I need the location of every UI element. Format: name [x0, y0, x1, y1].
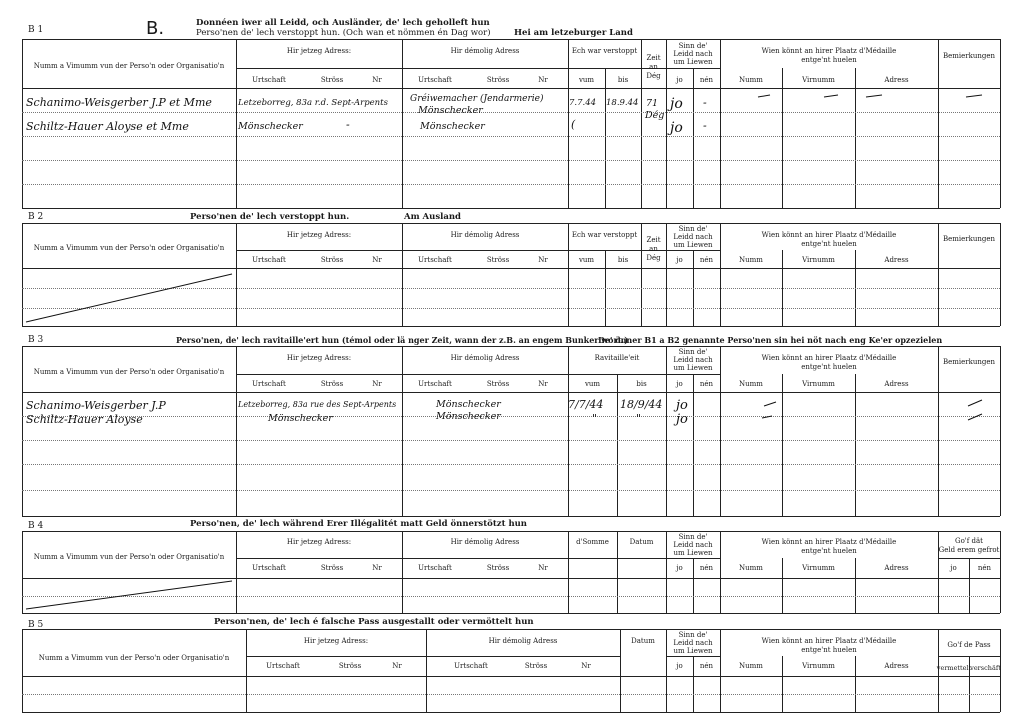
b3-code: B 3	[28, 335, 44, 345]
b4-former-nr-header: Nr	[538, 564, 548, 572]
b5-sinn-header-2: Leidd nach	[673, 639, 713, 647]
b5-medal-name-header: Numm	[739, 662, 763, 670]
b1-row1-former: Gréiwemacher (Jendarmerie)	[410, 94, 544, 104]
b2-time-header-2: an	[649, 245, 658, 253]
b5-name-header: Numm a Vimumm vun der Perso'n oder Organisatio'n	[38, 654, 230, 662]
b2-former-address-header: Hir démolig Adress	[450, 231, 520, 239]
b3-sinn-header-3: um Liewen	[673, 364, 713, 372]
b2-name-header: Numm a Vimumm vun der Perso'n oder Organisatio'n	[33, 244, 225, 252]
b4-date-header: Datum	[629, 538, 654, 546]
b2-jo-header: jo	[676, 256, 683, 264]
b1-row2-no: -	[703, 119, 707, 132]
b2-former-nr-header: Nr	[538, 256, 548, 264]
b4-money-jo-header: jo	[950, 564, 957, 572]
b5-date-header: Datum	[631, 637, 655, 645]
b5-code: B 5	[28, 620, 44, 630]
b1-medal-first-header: Virnumm	[802, 76, 835, 84]
b3-dash-marks	[720, 392, 1000, 432]
b3-former-town-header: Urtschaft	[418, 380, 452, 388]
b5-former-nr-header: Nr	[581, 662, 591, 670]
b2-title: Perso'nen de' lech verstoppt hun.	[190, 212, 350, 222]
b2-former-town-header: Urtschaft	[418, 256, 452, 264]
b1-former-nr-header: Nr	[538, 76, 548, 84]
b4-money-nen-header: nén	[977, 564, 992, 572]
b1-sinn-header-1: Sinn de'	[678, 42, 708, 50]
b2-medal-header-1: Wien könnt an hirer Plaatz d'Médaille	[761, 231, 897, 239]
b2-former-street-header: Ströss	[486, 256, 510, 264]
b1-former-town-header: Urtschaft	[418, 76, 452, 84]
b4-sinn-header-2: Leidd nach	[673, 541, 713, 549]
b3-row2-from: "	[592, 412, 598, 425]
b3-town-header: Urtschaft	[252, 380, 286, 388]
b2-nen-header: nén	[699, 256, 714, 264]
b4-sinn-header-3: um Liewen	[673, 549, 713, 557]
b1-code: B 1	[28, 25, 44, 35]
b2-medal-name-header: Numm	[739, 256, 763, 264]
b5-current-address-header: Hir jetzeg Adress:	[303, 637, 369, 645]
b3-former-address-header: Hir démolig Adress	[450, 354, 520, 362]
b1-row2-from: (	[571, 118, 576, 131]
b3-row2-to: "	[636, 412, 642, 425]
b2-current-address-header: Hir jetzeg Adress:	[286, 231, 352, 239]
b3-title: Perso'nen, de' lech ravitaille'ert hun (témol oder lä nger Zeit, wann der z.B. an engem Bunker wort.)	[176, 335, 628, 345]
b1-row1-former2: Mönschecker	[418, 105, 483, 116]
b1-row2-former: Mönschecker	[420, 121, 485, 132]
b5-former-street-header: Ströss	[524, 662, 548, 670]
b1-former-street-header: Ströss	[486, 76, 510, 84]
b2-sinn-header-1: Sinn de'	[678, 225, 708, 233]
b3-from-header: vum	[584, 380, 601, 388]
b1-medal-header-1: Wien könnt an hirer Plaatz d'Médaille	[761, 47, 897, 55]
b3-ravit-header: Ravitaille'eit	[594, 354, 640, 362]
b3-title-right: De' önner B1 a B2 genannte Perso'nen sin hei nöt nach eng Ke'er opzezielen	[598, 335, 943, 345]
b2-medal-addr-header: Adress	[884, 256, 909, 264]
b4-current-address-header: Hir jetzeg Adress:	[286, 538, 352, 546]
b5-street-header: Ströss	[338, 662, 362, 670]
b1-from-header: vum	[578, 76, 595, 84]
b2-nr-header: Nr	[372, 256, 382, 264]
b3-row1-former: Mönschecker	[436, 399, 501, 410]
b2-medal-first-header: Virnumm	[802, 256, 835, 264]
b3-name-header: Numm a Vimumm vun der Perso'n oder Organisatio'n	[33, 368, 225, 376]
b1-former-address-header: Hir démolig Adress	[450, 47, 520, 55]
b4-jo-header: jo	[676, 564, 683, 572]
b2-hidden-header: Ech war verstoppt	[571, 231, 638, 239]
b3-medal-name-header: Numm	[739, 380, 763, 388]
b5-former-address-header: Hir démolig Adress	[488, 637, 558, 645]
b1-row1-from: 7.7.44	[569, 98, 597, 108]
b1-row2-name: Schiltz-Hauer Aloyse et Mme	[26, 120, 189, 133]
b1-row1-yes: jo	[670, 96, 683, 112]
b5-medal-first-header: Virnumm	[802, 662, 835, 670]
b5-medal-header-2: entge'nt huelen	[801, 646, 857, 654]
b3-current-address-header: Hir jetzeg Adress:	[286, 354, 352, 362]
b2-to-header: bis	[617, 256, 629, 264]
b5-sinn-header-1: Sinn de'	[678, 631, 708, 639]
b3-sinn-header-1: Sinn de'	[678, 348, 708, 356]
b3-former-street-header: Ströss	[486, 380, 510, 388]
b1-current-address-header: Hir jetzeg Adress:	[286, 47, 352, 55]
b1-hidden-header: Ech war verstoppt	[571, 47, 638, 55]
b3-nr-header: Nr	[372, 380, 382, 388]
b1-sinn-header-2: Leidd nach	[673, 50, 713, 58]
b3-remarks-header: Bemierkungen	[942, 358, 996, 366]
b1-to-header: bis	[617, 76, 629, 84]
b4-medal-addr-header: Adress	[884, 564, 909, 572]
b3-jo-header: jo	[676, 380, 683, 388]
b1-row2-current: Mönschecker	[238, 121, 303, 132]
b1-time-header-3: Dég	[646, 72, 661, 80]
b3-medal-addr-header: Adress	[884, 380, 909, 388]
b4-former-address-header: Hir démolig Adress	[450, 538, 520, 546]
b3-row2-yes: jo	[676, 412, 688, 427]
b1-medal-header-2: entge'nt huelen	[801, 56, 857, 64]
b5-pass-a-header: vermettelt	[936, 664, 972, 672]
b3-medal-header-2: entge'nt huelen	[801, 363, 857, 371]
b2-medal-header-2: entge'nt huelen	[801, 240, 857, 248]
b1-remarks-header: Bemierkungen	[942, 52, 996, 60]
b5-nen-header: nén	[699, 662, 714, 670]
b4-town-header: Urtschaft	[252, 564, 286, 572]
b5-jo-header: jo	[676, 662, 683, 670]
b5-medal-header-1: Wien könnt an hirer Plaatz d'Médaille	[761, 637, 897, 645]
b1-nr-header: Nr	[372, 76, 382, 84]
b5-sinn-header-3: um Liewen	[673, 647, 713, 655]
b5-nr-header: Nr	[392, 662, 402, 670]
b1-row1-current: Letzeborreg, 83a r.d. Sept-Arpents	[238, 98, 388, 108]
b4-money-header-2: Geld erem gefrot	[938, 546, 1000, 554]
b1-title-line1: Donnéen iwer all Leidd, och Ausländer, de' lech geholleft hun	[196, 18, 490, 28]
b3-row1-from: 7/7/44	[568, 398, 604, 411]
b2-remarks-header: Bemierkungen	[942, 235, 996, 243]
b3-sinn-header-2: Leidd nach	[673, 356, 713, 364]
b3-row2-former: Mönschecker	[436, 411, 501, 422]
b1-row1-name: Schanimo-Weisgerber J.P et Mme	[26, 96, 212, 109]
b4-code: B 4	[28, 521, 44, 531]
b1-row1-no: -	[703, 96, 707, 109]
b3-medal-first-header: Virnumm	[802, 380, 835, 388]
b4-nr-header: Nr	[372, 564, 382, 572]
b3-medal-header-1: Wien könnt an hirer Plaatz d'Médaille	[761, 354, 897, 362]
b3-nen-header: nén	[699, 380, 714, 388]
b3-row1-yes: jo	[676, 398, 688, 413]
b2-strike-line	[22, 268, 236, 326]
b2-time-header-1: Zeit	[646, 236, 661, 244]
b1-name-header: Numm a Vimumm vun der Perso'n oder Organisatio'n	[33, 62, 225, 70]
b5-pass-b-header: verschäft	[970, 664, 1001, 672]
b1-medal-name-header: Numm	[739, 76, 763, 84]
b1-letter: B.	[146, 18, 165, 39]
b1-row2-current-dash: -	[346, 118, 350, 131]
b4-nen-header: nén	[699, 564, 714, 572]
b5-pass-header: Go'f de Pass	[947, 641, 991, 649]
b5-former-town-header: Urtschaft	[454, 662, 488, 670]
b4-medal-first-header: Virnumm	[802, 564, 835, 572]
b2-town-header: Urtschaft	[252, 256, 286, 264]
b1-dash-marks	[720, 88, 1000, 112]
b3-former-nr-header: Nr	[538, 380, 548, 388]
b3-street-header: Ströss	[320, 380, 344, 388]
b4-sum-header: d'Somme	[576, 538, 609, 546]
b1-row2-days: Dég	[645, 110, 665, 121]
b3-row1-name: Schanimo-Weisgerber J.P	[26, 399, 166, 412]
b1-row1-to: 18.9.44	[606, 98, 639, 108]
b1-row2-yes: jo	[670, 120, 683, 136]
b2-time-header-3: Dég	[646, 254, 661, 262]
b1-row1-days: 71	[646, 98, 659, 109]
b2-title-right: Am Ausland	[404, 212, 461, 222]
b4-former-town-header: Urtschaft	[418, 564, 452, 572]
b5-medal-addr-header: Adress	[884, 662, 909, 670]
b4-title: Perso'nen, de' lech während Erer Illégalitét matt Geld önnerstötzt hun	[190, 519, 527, 529]
b2-street-header: Ströss	[320, 256, 344, 264]
b5-town-header: Urtschaft	[266, 662, 300, 670]
b2-sinn-header-3: um Liewen	[673, 241, 713, 249]
b5-title: Person'nen, de' lech é falsche Pass ausgestallt oder vermöttelt hun	[214, 617, 534, 627]
b2-from-header: vum	[578, 256, 595, 264]
b1-sinn-header-3: um Liewen	[673, 58, 713, 66]
b3-row1-current: Letzeborreg, 83a rue des Sept-Arpents	[238, 400, 397, 409]
b4-medal-name-header: Numm	[739, 564, 763, 572]
b4-medal-header-1: Wien könnt an hirer Plaatz d'Médaille	[761, 538, 897, 546]
b2-code: B 2	[28, 212, 44, 222]
b3-to-header: bis	[636, 380, 647, 388]
b1-medal-addr-header: Adress	[884, 76, 909, 84]
b4-name-header: Numm a Vimumm vun der Perso'n oder Organisatio'n	[33, 553, 225, 561]
b1-title-line2: Perso'nen de' lech verstoppt hun. (Och wan et nömmen én Dag wor)	[196, 28, 491, 38]
b1-town-header: Urtschaft	[252, 76, 286, 84]
b4-street-header: Ströss	[320, 564, 344, 572]
b1-title-right: Hei am letzeburger Land	[514, 28, 633, 38]
b2-sinn-header-2: Leidd nach	[673, 233, 713, 241]
b4-sinn-header-1: Sinn de'	[678, 533, 708, 541]
b1-time-header-1: Zeit	[646, 54, 661, 62]
b4-strike-line	[22, 578, 236, 613]
b1-jo-header: jo	[676, 76, 683, 84]
b3-row1-to: 18/9/44	[620, 398, 663, 411]
b4-former-street-header: Ströss	[486, 564, 510, 572]
b1-time-header-2: an	[649, 63, 658, 71]
b4-medal-header-2: entge'nt huelen	[801, 547, 857, 555]
b3-row2-current: Mönschecker	[268, 413, 333, 424]
b3-row2-name: Schiltz-Hauer Aloyse	[26, 413, 143, 426]
b4-money-header-1: Go'f dät	[954, 537, 983, 545]
b1-nen-header: nén	[699, 76, 714, 84]
b1-street-header: Ströss	[320, 76, 344, 84]
